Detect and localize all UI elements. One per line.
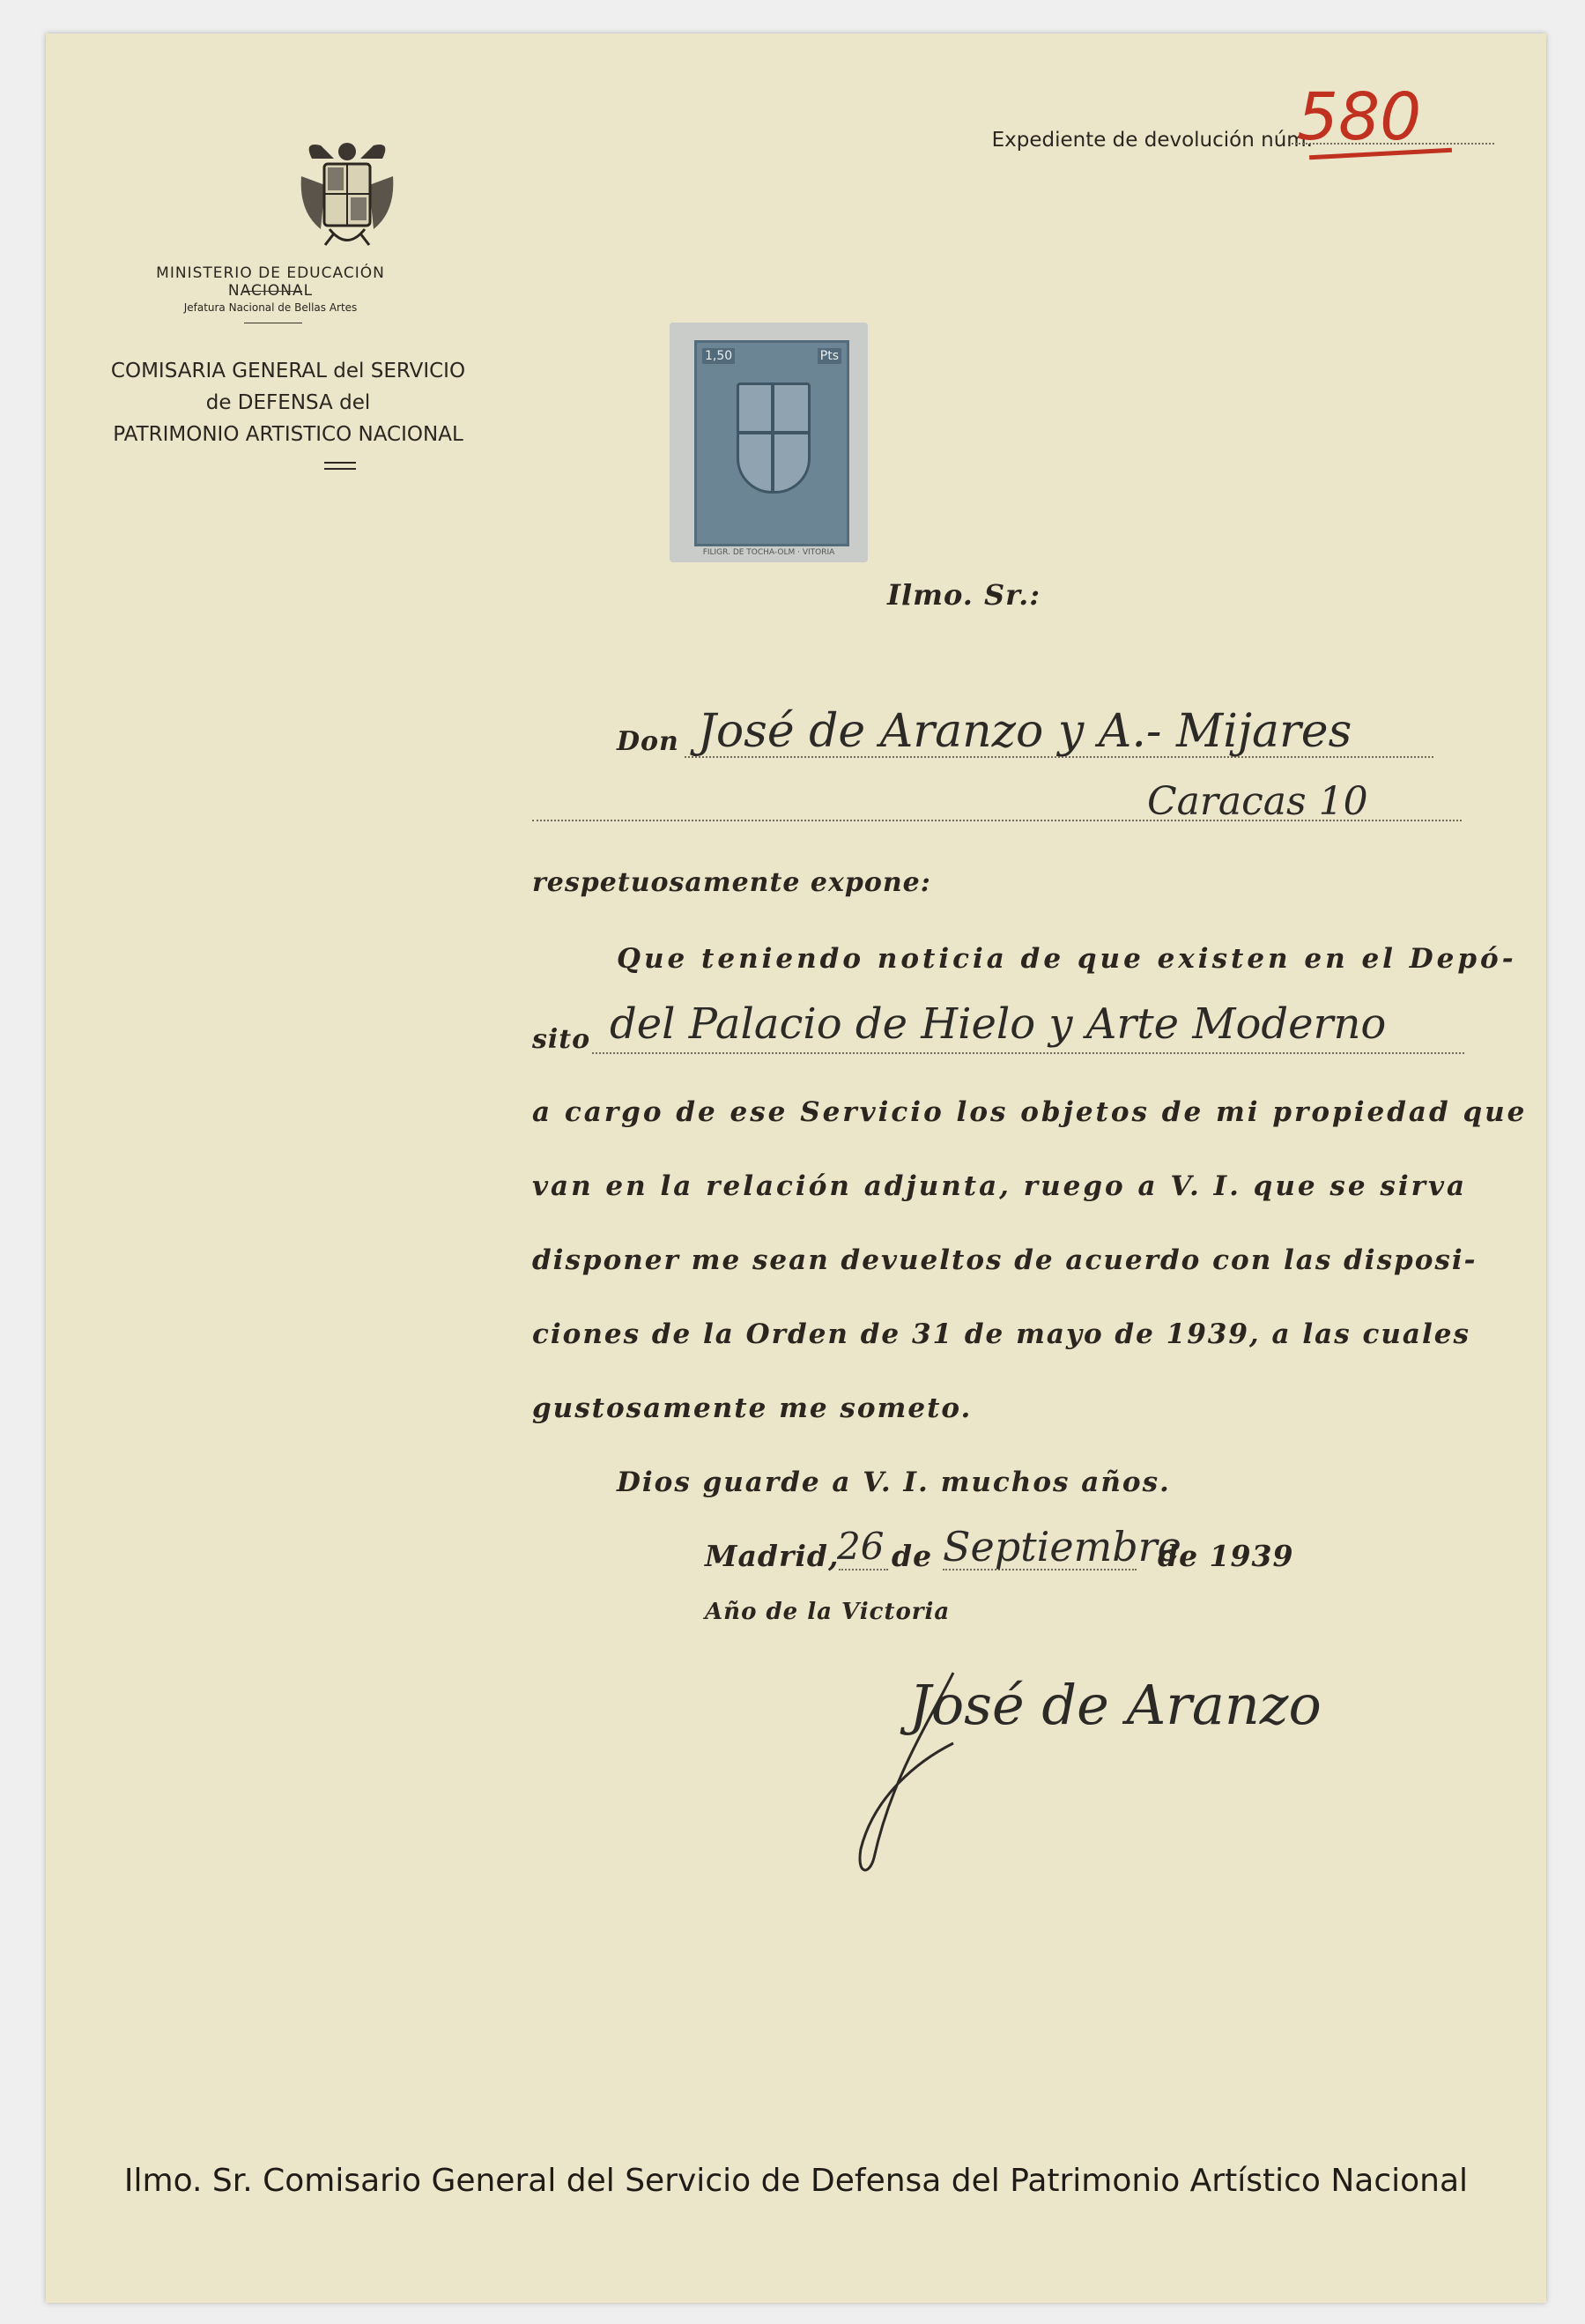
petitioner-name: José de Aranzo y A.- Mijares [698,705,1352,758]
petitioner-prefix: Don [617,726,679,757]
comisaria-line-2: de DEFENSA del [205,391,371,414]
petitioner-address: Caracas 10 [1147,779,1368,824]
year-note: Año de la Victoria [705,1599,951,1625]
date-month: Septiembre [943,1523,1181,1570]
body-line-2-prefix: sito [532,1024,591,1055]
salutation: Ilmo. Sr.: [887,578,1041,612]
header-divider-1 [244,291,302,292]
body-line-3: a cargo de ese Servicio los objetos de mi propiedad que [532,1096,1528,1128]
stamp-caption: FILIGR. DE TOCHA-OLM · VITORIA [702,548,835,557]
double-rule [324,462,356,470]
day-dots [839,1569,888,1570]
body-line-6: ciones de la Orden de 31 de mayo de 1939, a las cuales [532,1318,1470,1350]
expediente-label: Expediente de devolución núm. [991,129,1313,152]
stamp-face [694,340,849,546]
date-day: 26 [837,1525,885,1568]
body-line-5: disponer me sean devueltos de acuerdo con las disposi- [532,1244,1478,1276]
document-sheet [46,33,1546,2303]
comisaria-line-3: PATRIMONIO ARTISTICO NACIONAL [113,423,463,446]
body-line-7: gustosamente me someto. [532,1392,973,1424]
date-city: Madrid, [705,1539,840,1573]
signature: José de Aranzo [909,1673,1322,1737]
comisaria-line-1: COMISARIA GENERAL del SERVICIO [110,360,466,382]
jefatura-title: Jefatura Nacional de Bellas Artes [183,301,358,314]
coat-of-arms-icon [294,132,400,256]
footer-addressee: Ilmo. Sr. Comisario General del Servicio de Defensa del Patrimonio Artístico Nacional [123,2163,1469,2199]
deposit-dots [592,1052,1464,1054]
body-line-1: Que teniendo noticia de que existen en el Depó- [617,943,1517,975]
stamp-shield-icon [737,382,811,494]
signature-flourish [821,1655,1015,1884]
revenue-stamp [670,323,868,562]
stamp-value: 1,50 [702,348,735,364]
ministry-title: MINISTERIO DE EDUCACIÓN NACIONAL [156,264,385,300]
expediente-number: 580 [1297,79,1422,155]
deposit-location: del Palacio de Hielo y Arte Moderno [610,999,1387,1049]
date-year: de 1939 [1158,1539,1294,1573]
date-de-1: de [892,1539,933,1573]
closing-line: Dios guarde a V. I. muchos años. [617,1466,1171,1498]
expone-line: respetuosamente expone: [532,867,931,898]
stamp-currency: Pts [818,348,841,364]
body-line-4: van en la relación adjunta, ruego a V. I. que se sirva [532,1170,1468,1202]
